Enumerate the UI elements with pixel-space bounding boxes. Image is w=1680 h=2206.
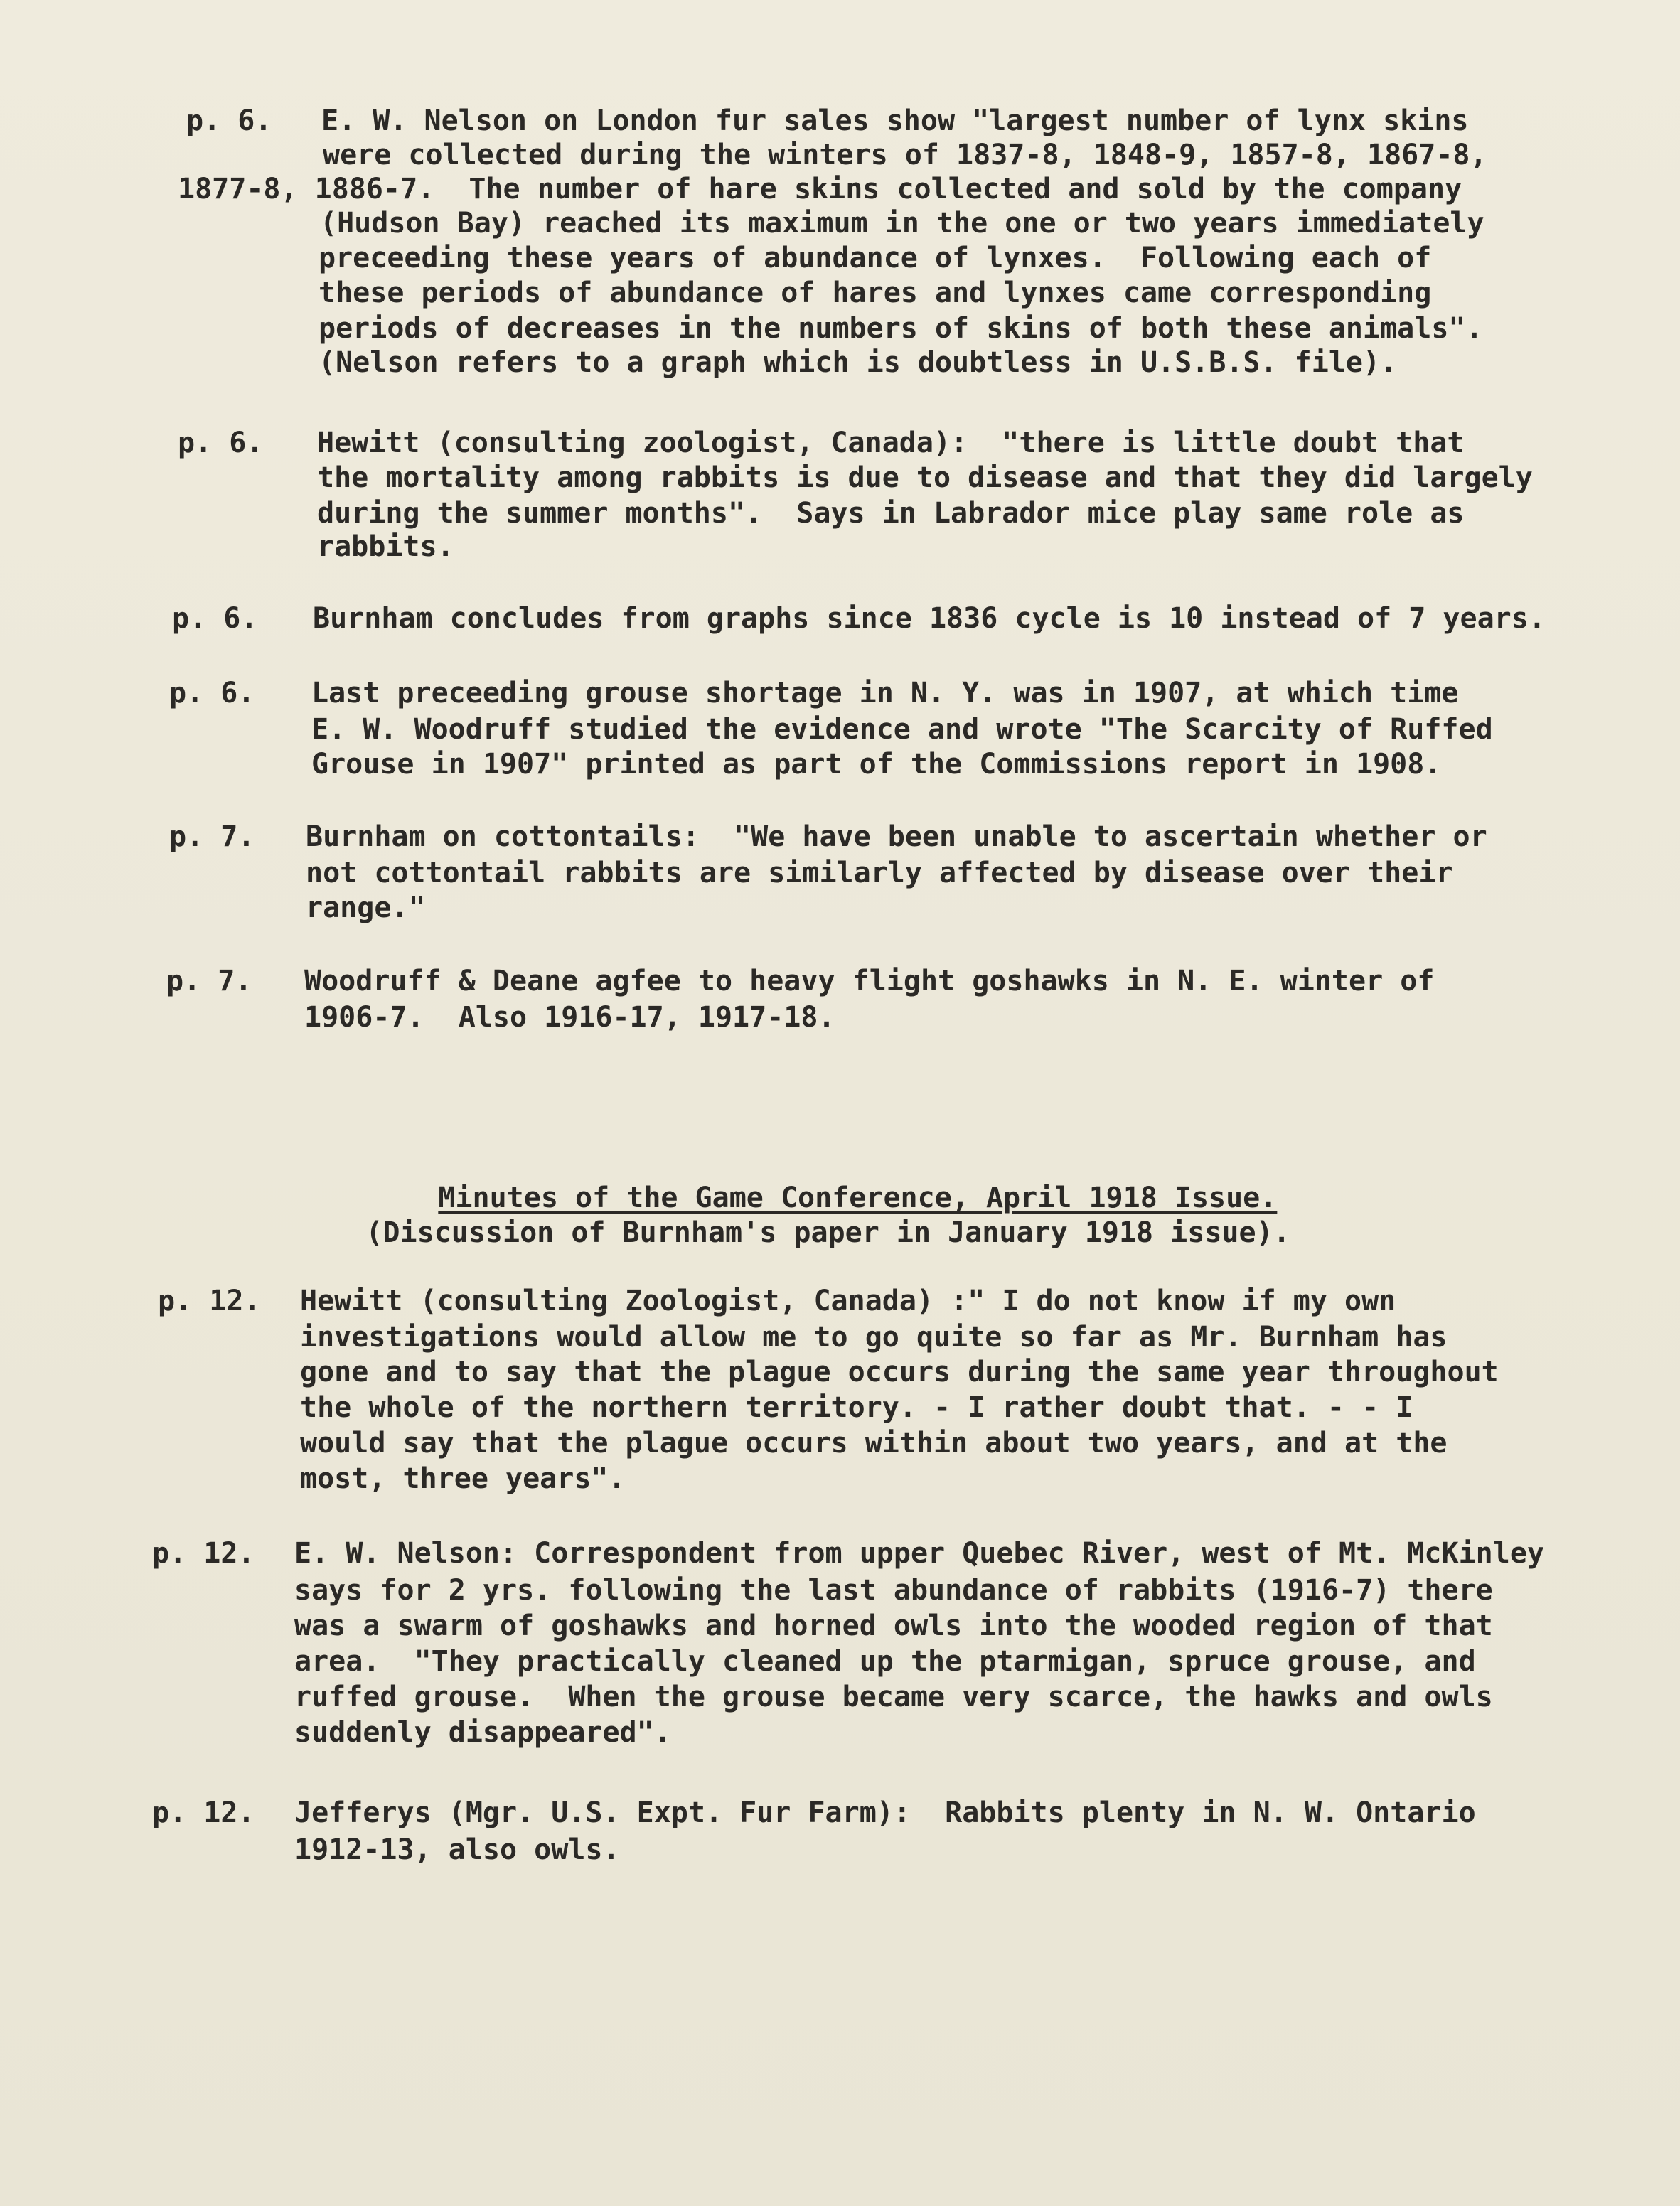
page-reference: p. 7.	[169, 820, 255, 853]
entry-line: Woodruff & Deane agfee to heavy flight goshawks in N. E. winter of	[304, 965, 1435, 997]
entry-line: area. "They practically cleaned up the ptarmigan, spruce grouse, and	[294, 1645, 1476, 1678]
entry-line: gone and to say that the plague occurs during the same year throughout	[300, 1356, 1499, 1388]
entry-line: most, three years".	[300, 1462, 626, 1495]
entry-line: 1877-8, 1886-7. The number of hare skins collected and sold by the company	[178, 173, 1462, 205]
entry-line: ruffed grouse. When the grouse became very scarce, the hawks and owls	[294, 1681, 1493, 1713]
entry-line: Burnham on cottontails: "We have been unable to ascertain whether or	[306, 820, 1487, 853]
entry-line: Hewitt (consulting zoologist, Canada): "there is little doubt that	[317, 427, 1465, 459]
entry-line: investigations would allow me to go quite so far as Mr. Burnham has	[300, 1321, 1448, 1354]
entry-line: 1906-7. Also 1916-17, 1917-18.	[304, 1001, 835, 1034]
entry-line: the whole of the northern territory. - I rather doubt that. - - I	[300, 1391, 1413, 1424]
page-reference: p. 6.	[169, 677, 255, 710]
page-reference: p. 6.	[178, 427, 264, 459]
page-reference: p. 6.	[186, 105, 272, 137]
page-reference: p. 12.	[152, 1537, 255, 1570]
entry-line: Burnham concludes from graphs since 1836 cycle is 10 instead of 7 years.	[313, 602, 1546, 635]
entry-line: E. W. Woodruff studied the evidence and wrote "The Scarcity of Ruffed	[311, 713, 1493, 746]
entry-line: not cottontail rabbits are similarly affected by disease over their	[306, 857, 1453, 889]
section-subtitle: (Discussion of Burnham's paper in January 1918 issue).	[365, 1216, 1290, 1249]
entry-line: rabbits.	[317, 530, 454, 563]
entry-line: E. W. Nelson on London fur sales show "largest number of lynx skins	[321, 105, 1469, 137]
entry-line: were collected during the winters of 1837-8, 1848-9, 1857-8, 1867-8,	[323, 139, 1487, 171]
page-reference: p. 7.	[166, 965, 252, 997]
section-title: Minutes of the Game Conference, April 1918 Issue.	[438, 1182, 1278, 1214]
entry-line: Grouse in 1907" printed as part of the Commissions report in 1908.	[311, 748, 1442, 781]
entry-line: periods of decreases in the numbers of skins of both these animals".	[319, 312, 1483, 345]
entry-line: during the summer months". Says in Labrador mice play same role as	[317, 497, 1465, 530]
entry-line: Hewitt (consulting Zoologist, Canada) :" I do not know if my own	[300, 1285, 1396, 1317]
page-reference: p. 12.	[152, 1797, 255, 1829]
entry-line: these periods of abundance of hares and lynxes came corresponding	[319, 277, 1432, 309]
section-subheading	[297, 1179, 1290, 1286]
entry-line: 1912-13, also owls.	[294, 1833, 620, 1866]
entry-line: says for 2 yrs. following the last abundance of rabbits (1916-7) there	[294, 1574, 1493, 1607]
entry-line: would say that the plague occurs within about two years, and at the	[300, 1427, 1448, 1460]
entry-line: (Nelson refers to a graph which is doubtless in U.S.B.S. file).	[319, 346, 1398, 379]
entry-line: suddenly disappeared".	[294, 1716, 671, 1749]
entry-line: E. W. Nelson: Correspondent from upper Quebec River, west of Mt. McKinley	[294, 1537, 1544, 1570]
entry-line: Last preceeding grouse shortage in N. Y. was in 1907, at which time	[311, 677, 1459, 710]
entry-line: the mortality among rabbits is due to disease and that they did largely	[317, 461, 1533, 494]
entry-line: (Hudson Bay) reached its maximum in the one or two years immediately	[320, 207, 1484, 240]
entry-line: preceeding these years of abundance of lynxes. Following each of	[319, 242, 1432, 274]
entry-line: range."	[306, 891, 426, 924]
page-reference: p. 6.	[172, 602, 258, 635]
entry-line: Jefferys (Mgr. U.S. Expt. Fur Farm): Rabbits plenty in N. W. Ontario	[294, 1797, 1476, 1829]
page-reference: p. 12.	[158, 1285, 261, 1317]
entry-line: was a swarm of goshawks and horned owls into the wooded region of that	[294, 1610, 1493, 1642]
